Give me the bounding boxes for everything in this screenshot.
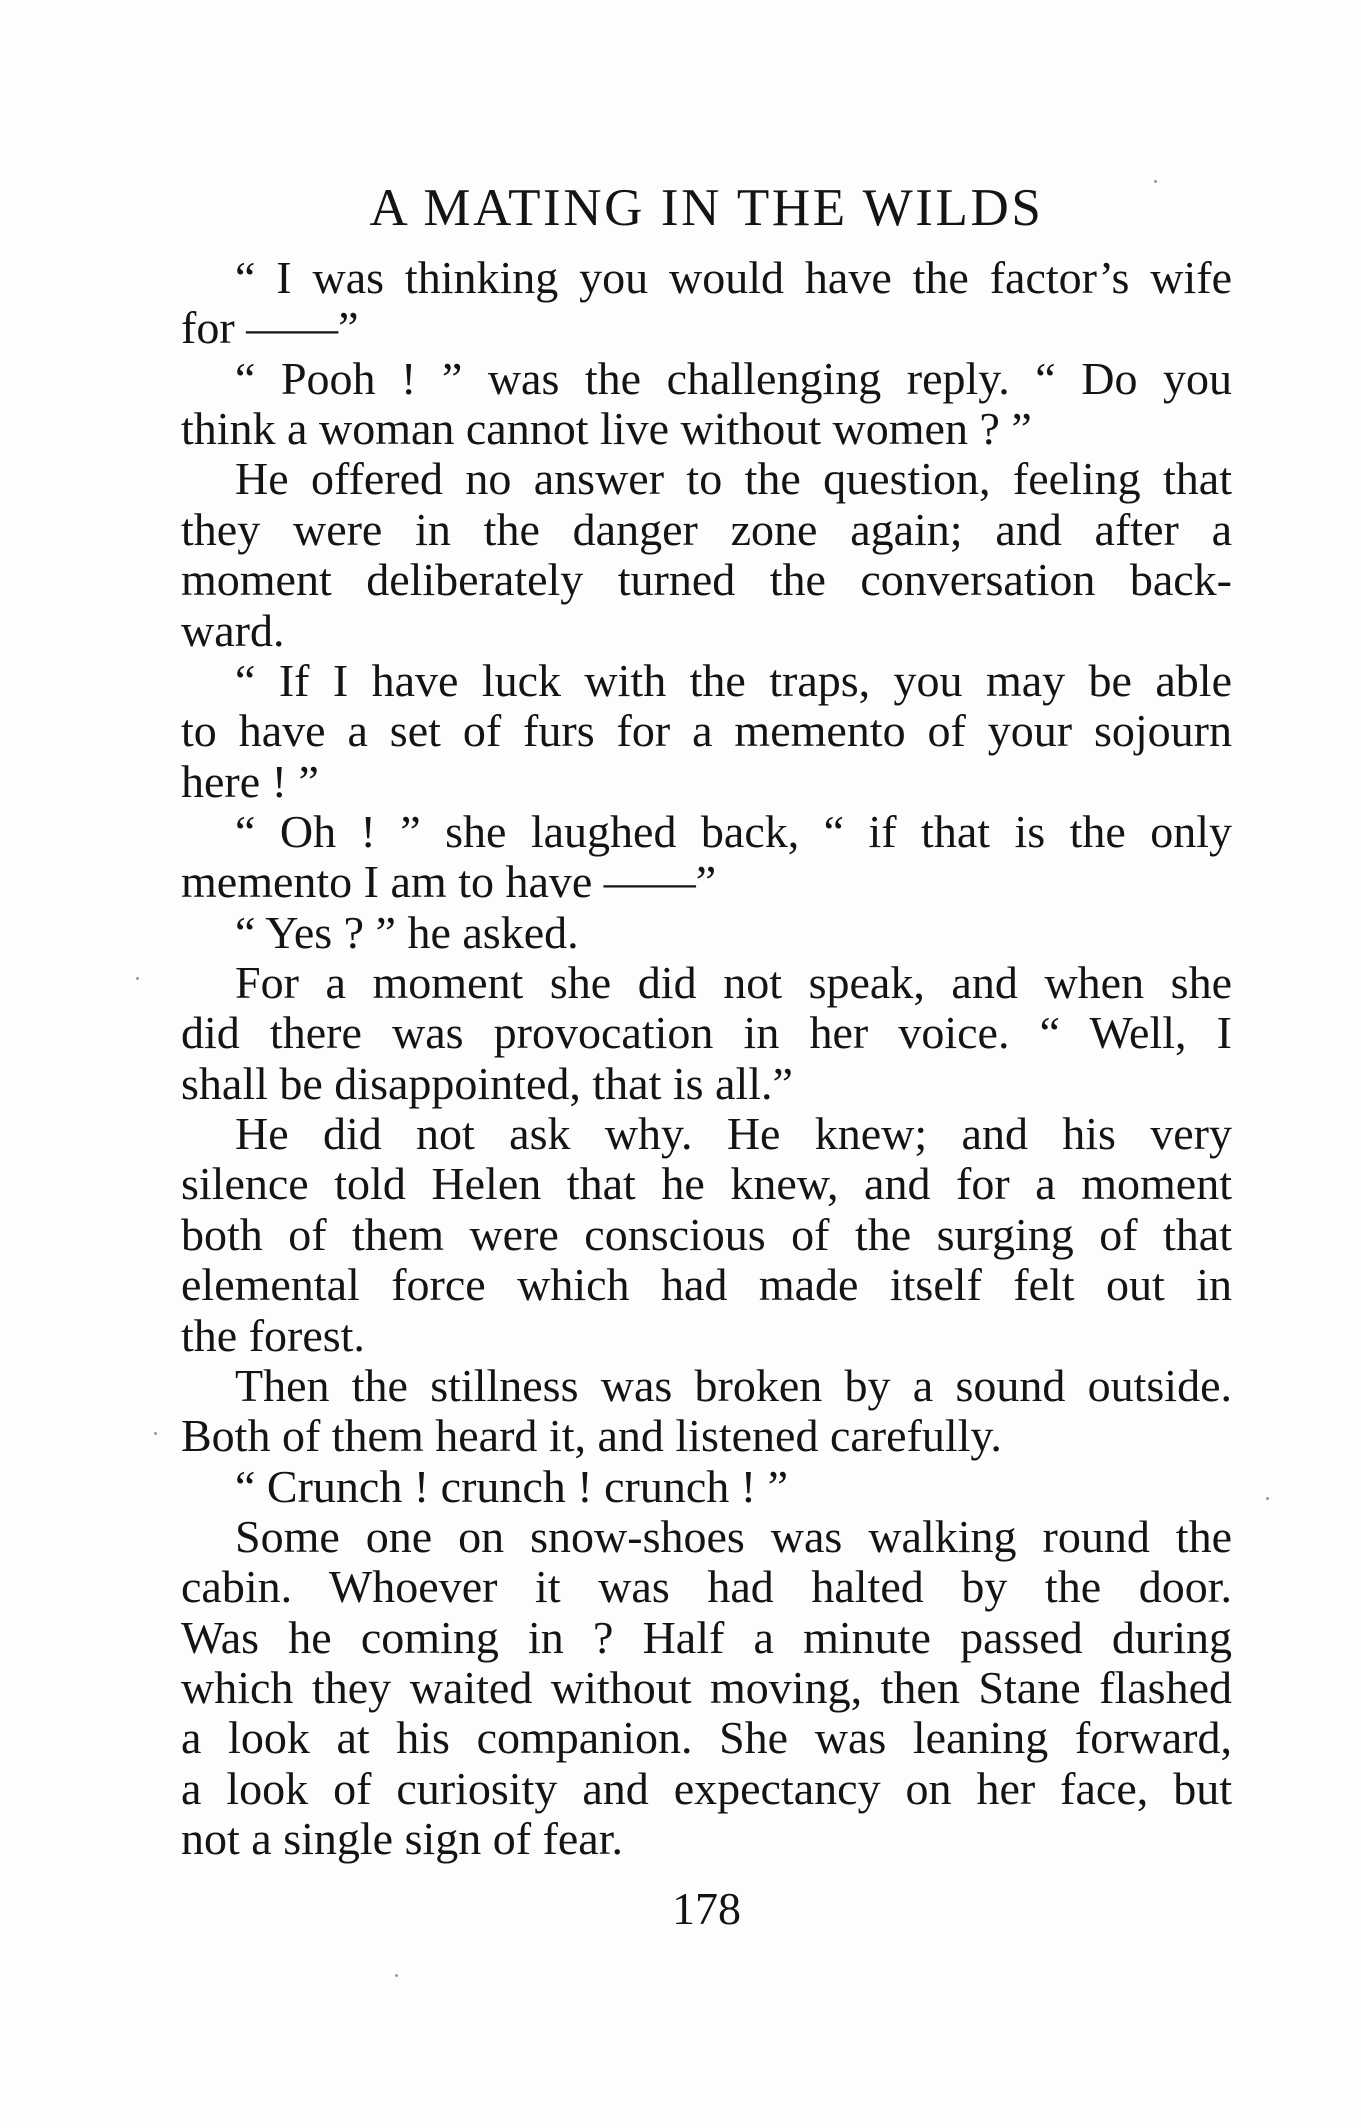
text-line: He offered no answer to the question, feeling that [235,453,1232,505]
text-line: not a single sign of fear. [181,1813,624,1865]
text-line: Was he coming in ? Half a minute passed during [181,1611,1232,1663]
scan-speck [1154,180,1157,183]
scan-speck [154,1432,157,1435]
text-line: to have a set of furs for a memento of your sojourn [181,705,1232,757]
text-line: “ Yes ? ” he asked. [235,906,579,958]
text-line: a look of curiosity and expectancy on her face, but [181,1762,1232,1814]
text-line: think a woman cannot live without women ? ” [181,403,1032,455]
text-line: which they waited without moving, then Stane flashed [181,1662,1232,1714]
paragraph [181,656,1232,807]
text-line: Both of them heard it, and listened carefully. [181,1410,1002,1462]
paragraph [181,1462,1232,1512]
text-line: “ Oh ! ” she laughed back, “ if that is the only [235,805,1232,857]
text-line: both of them were conscious of the surging of that [181,1208,1232,1260]
scan-speck [1266,1497,1269,1500]
text-line: for ——” [181,302,359,354]
text-line: For a moment she did not speak, and when she [235,957,1232,1009]
text-line: “ If I have luck with the traps, you may be able [235,654,1232,706]
scan-speck [395,1974,398,1977]
text-line: cabin. Whoever it was had halted by the door. [181,1561,1232,1613]
paragraph [181,908,1232,958]
text-line: the forest. [181,1309,365,1361]
body-text [181,253,1232,1865]
scan-speck [136,977,139,980]
text-line: “ I was thinking you would have the factor’s wife [235,252,1232,303]
text-line: “ Pooh ! ” was the challenging reply. “ Do you [235,352,1232,404]
paragraph [181,1361,1232,1462]
paragraph [181,253,1232,354]
text-line: elemental force which had made itself felt out in [181,1259,1232,1311]
text-line: moment deliberately turned the conversation back- [181,554,1232,606]
page-number: 178 [672,1883,741,1934]
text-line: Some one on snow-shoes was walking round the [235,1510,1232,1562]
paragraph [181,454,1232,655]
text-line: they were in the danger zone again; and after a [181,503,1232,555]
running-head: A MATING IN THE WILDS [369,179,1044,237]
paragraph [181,958,1232,1109]
paragraph [181,354,1232,455]
paragraph [181,1512,1232,1865]
paragraph [181,1109,1232,1361]
text-line: silence told Helen that he knew, and for a moment [181,1158,1232,1210]
text-line: shall be disappointed, that is all.” [181,1057,793,1109]
text-line: here ! ” [181,755,319,807]
text-line: ward. [181,604,285,656]
text-line: a look at his companion. She was leaning forward, [181,1712,1232,1764]
text-line: did there was provocation in her voice. “ Well, I [181,1007,1232,1059]
text-line: memento I am to have ——” [181,856,717,908]
text-line: He did not ask why. He knew; and his very [235,1108,1232,1160]
text-line: Then the stillness was broken by a sound outside. [235,1359,1232,1411]
text-line: “ Crunch ! crunch ! crunch ! ” [235,1460,789,1512]
paragraph [181,807,1232,908]
